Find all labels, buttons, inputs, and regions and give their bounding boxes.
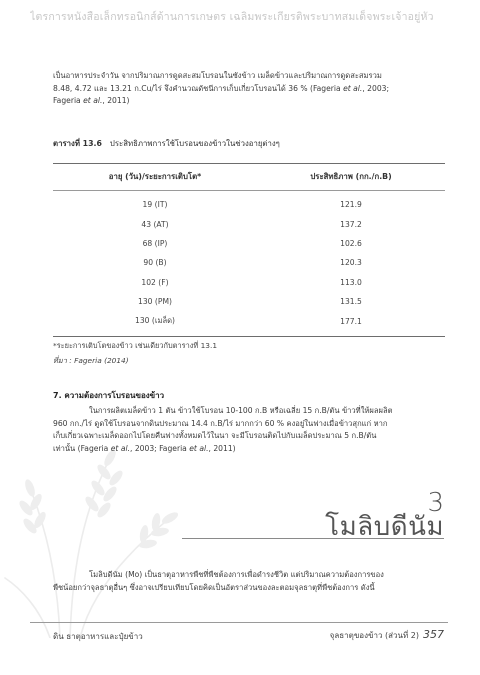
chapter-title: โมลิบดีนัม xyxy=(325,512,444,542)
cell-age: 43 (AT) xyxy=(141,219,169,229)
cell-age: 102 (F) xyxy=(141,277,169,287)
paragraph-line: Fageria et al., 2011) xyxy=(53,96,130,106)
cell-age: 19 (IT) xyxy=(142,200,168,210)
chapter-number: 3 xyxy=(427,488,444,518)
footer-book-title: ดิน ธาตุอาหารและปุ๋ยข้าว xyxy=(53,632,143,641)
paragraph-line: โมลิบดีนัม (Mo) เป็นธาตุอาหารพืชที่พืชต้องการเพื่อดำรงชีวิต แต่ปริมาณความต้องการของ xyxy=(89,570,384,579)
table-row xyxy=(53,214,445,233)
table-caption-label: ตารางที่ 13.6 xyxy=(53,139,102,148)
paragraph-line: เท่านั้น (Fageria et al., 2003; Fageria et al., 2011) xyxy=(53,443,236,453)
cell-efficiency: 120.3 xyxy=(340,258,362,268)
footer-chapter xyxy=(330,628,444,642)
table-footnote: *ระยะการเติบโตของข้าว เช่นเดียวกับตารางที่ 13.1 xyxy=(53,341,218,350)
paragraph-boron-requirement xyxy=(53,405,445,455)
table-body xyxy=(53,191,445,336)
footer-chapter-title: จุลธาตุของข้าว (ส่วนที่ 2) xyxy=(329,631,419,640)
cell-efficiency: 177.1 xyxy=(340,316,362,326)
table-row xyxy=(53,292,445,311)
table-source: ที่มา : Fageria (2014) xyxy=(53,356,129,365)
paragraph-line: 960 กก./ไร่ ดูดใช้โบรอนจากดินประมาณ 14.4 ก.B/ไร่ มากกว่า 60 % คงอยู่ในฟางเมื่อข้าวสุกแก่ หาก xyxy=(53,418,388,428)
footer-divider xyxy=(30,622,448,623)
cell-age: 130 (เมล็ด) xyxy=(134,316,176,326)
paragraph-line: ในการผลิตเมล็ดข้าว 1 ตัน ข้าวใช้โบรอน 10-100 ก.B หรือเฉลี่ย 15 ก.B/ตัน ข้าวที่ให้ผลผลิต xyxy=(89,406,393,415)
cell-efficiency: 102.6 xyxy=(340,238,362,248)
table-row xyxy=(53,273,445,292)
table-row xyxy=(53,195,445,214)
cell-efficiency: 121.9 xyxy=(340,200,362,210)
paragraph-line: เป็นอาหารประจำวัน จากปริมาณการดูดสะสมโบรอนในซังข้าว เมล็ดข้าวและปริมาณการดูดสะสมรวม xyxy=(53,71,382,80)
cell-efficiency: 131.5 xyxy=(340,297,362,307)
table-caption-text: ประสิทธิภาพการใช้โบรอนของข้าวในช่วงอายุต่างๆ xyxy=(109,139,280,148)
cell-efficiency: 137.2 xyxy=(340,219,362,229)
column-header-efficiency: ประสิทธิภาพ (กก./ก.B) xyxy=(310,172,392,181)
page-number: 357 xyxy=(423,628,444,641)
paragraph-line: พืชน้อยกว่าจุลธาตุอื่นๆ ซึ่งอาจเปรียบเทียบโดยคิดเป็นอัตราส่วนของละตอมจุลธาตุที่พืชต้องการ ดังนี้ xyxy=(53,582,375,592)
table-row xyxy=(53,311,445,330)
cell-age: 90 (B) xyxy=(143,258,167,268)
paragraph-line: เก็บเกี่ยวเฉพาะเมล็ดออกไปโดยคืนฟางทั้งหมดไว้ในนา จะมีโบรอนติดไปกับเมล็ดประมาณ 5 ก.B/ตัน xyxy=(53,431,377,441)
paragraph-line: 8.48, 4.72 และ 13.21 ก.Cu/ไร่ จึงคำนวณดัชนีการเก็บเกี่ยวโบรอนได้ 36 % (Fageria et al., 2003; xyxy=(53,83,390,93)
table-header-row xyxy=(53,164,445,190)
column-header-age: อายุ (วัน)/ระยะการเติบโต* xyxy=(108,172,202,181)
paragraph-intro xyxy=(53,70,445,108)
table-caption xyxy=(53,138,280,150)
table-rule-bottom xyxy=(53,336,445,337)
efficiency-table xyxy=(53,163,445,337)
header-title: ไตรการหนังสือเล็กทรอนิกส์ด้านการเกษตร เฉลิมพระเกียรติพระบาทสมเด็จพระเจ้าอยู่หัว xyxy=(30,11,434,23)
cell-age: 130 (PM) xyxy=(138,297,172,307)
section-heading: 7. ความต้องการโบรอนของข้าว xyxy=(53,391,165,400)
cell-efficiency: 113.0 xyxy=(340,277,362,287)
cell-age: 68 (IP) xyxy=(142,238,168,248)
paragraph-molybdenum xyxy=(53,569,445,594)
table-row xyxy=(53,234,445,253)
table-row xyxy=(53,253,445,272)
chapter-divider xyxy=(182,538,444,539)
